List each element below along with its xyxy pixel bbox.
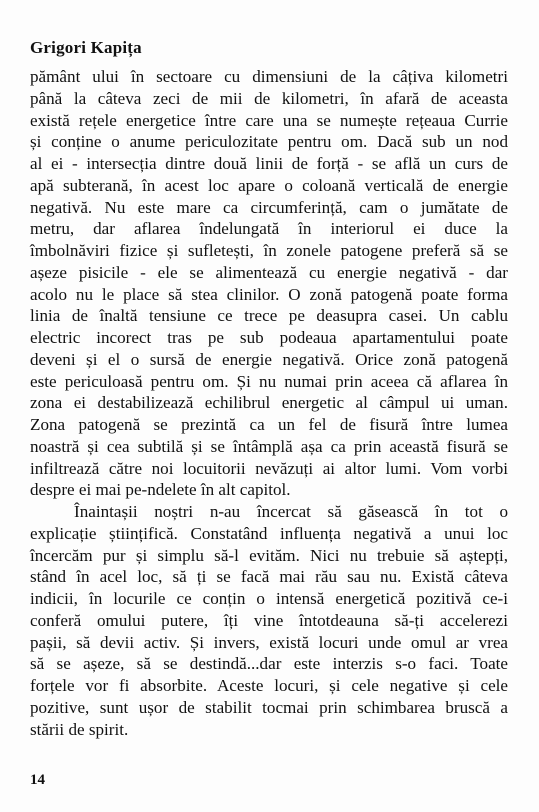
text-line: negativă. Nu este mare ca circumferință, cam o jumătate de: [30, 197, 508, 217]
text-line: încercăm pur și simplu să-l evităm. Nici nu trebuie să aștepți,: [30, 545, 508, 565]
text-line: infiltrează către noi locuitorii nevăzuți ai altor lumi. Vom vorbi: [30, 458, 508, 478]
text-line: stării de spirit.: [30, 719, 129, 739]
text-line: acolo nu le place să stea clinilor. O zonă patogenă poate forma: [30, 284, 508, 304]
text-line: pământ ului în sectoare cu dimensiuni de la câțiva kilometri: [30, 67, 508, 86]
text-line: pozitive, sunt ușor de stabilit tocmai prin schimbarea bruscă a: [30, 697, 508, 717]
body-text: [30, 66, 508, 740]
text-line: explicație științifică. Constatând influența negativă a unui loc: [30, 523, 508, 543]
text-line: este periculoasă pentru om. Și nu numai prin aceea că aflarea în: [30, 371, 508, 391]
text-line: îmbolnăviri fizice și sufletești, în zonele patogene preferă să se: [30, 241, 508, 260]
page-number: 14: [30, 772, 45, 788]
running-header: Grigori Kapița: [30, 38, 142, 57]
text-line: despre ei mai pe-ndelete în alt capitol.: [30, 480, 291, 500]
text-line: până la câteva zeci de mii de kilometri, în afară de aceasta: [30, 88, 508, 108]
text-line: al ei - intersecția dintre două linii de forță - se află un curs de: [30, 154, 508, 173]
text-line: forțele vor fi absorbite. Aceste locuri, și cele negative și cele: [30, 676, 508, 695]
paragraph-1: [30, 66, 508, 501]
text-line: Zona patogenă se prezintă ca un fel de fisură între lumea: [30, 415, 508, 434]
text-line: electric incorect tras pe sub podeaua apartamentului poate: [30, 328, 508, 347]
text-line: zona ei destabilizează echilibrul energetic al câmpul ui uman.: [30, 393, 508, 413]
text-line: apă subterană, în acest loc apare o coloană verticală de energie: [30, 175, 508, 195]
text-line: stând în acel loc, să ți se facă mai rău sau nu. Există câteva: [30, 567, 508, 587]
text-line: și conține o anume periculozitate pentru om. Dacă sub un nod: [30, 132, 508, 152]
text-line: există rețele energetice între care una se numește rețeaua Currie: [30, 110, 508, 130]
text-line: să se așeze, să se destindă...dar este interzis s-o faci. Toate: [30, 654, 508, 674]
text-line: metru, dar aflarea îndelungată în interiorul ei duce la: [30, 219, 508, 239]
text-line: pașii, să devii activ. Și invers, există locuri unde omul ar vrea: [30, 632, 508, 652]
text-line: Înaintașii noștri n-au încercat să găsească în tot o: [74, 502, 508, 521]
text-line: conferă omului putere, îți vine întotdeauna să-ți accelerezi: [30, 610, 508, 630]
text-line: așeze pisicile - ele se alimentează cu energie negativă - dar: [30, 262, 508, 282]
text-line: linia de înaltă tensiune ce trece pe deasupra casei. Un cablu: [30, 306, 508, 326]
text-line: deveni și el o sursă de energie negativă. Orice zonă patogenă: [30, 349, 508, 369]
text-line: indicii, în locurile ce conțin o intensă energetică pozitivă ce-i: [30, 589, 508, 608]
paragraph-2: [30, 501, 508, 740]
text-line: noastră și cea subtilă și se întâmplă așa ca prin această fisură se: [30, 436, 508, 456]
